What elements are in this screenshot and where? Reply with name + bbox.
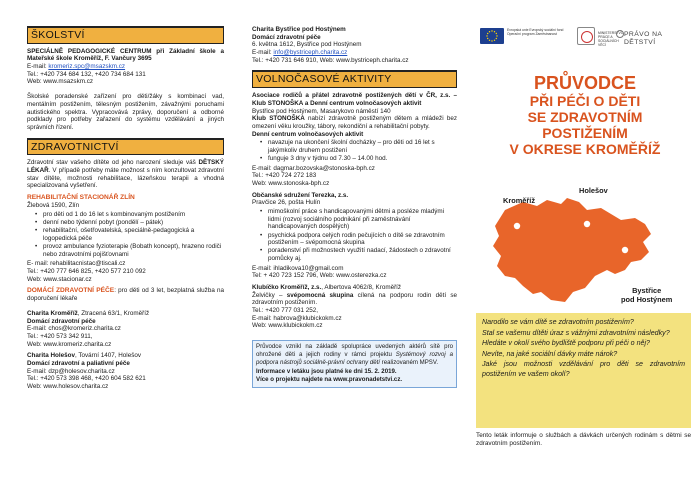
stacionar-web: Web: www.stacionar.cz [27,275,92,283]
charita-kromeriz-address: , Ztracená 63/1, Kroměříž [77,309,150,317]
domaci-description: : pro děti od 3 let, bezplatná služba na doporučení lékaře [27,287,224,303]
project-info-part2: realizovaném MPSV. [379,358,439,366]
terezka-tel: Tel: + 420 723 152 796, Web: www.osterezka.cz [252,272,387,280]
eu-flag-icon [480,28,504,44]
klubicko-desc-part2: cílená na podporu rodin dětí se zdravotním postižením. [252,291,457,307]
klubicko-web: Web: www.klubickokm.cz [252,322,323,330]
question-item: Narodilo se vám dítě se zdravotním postižením? [482,318,634,326]
charita-kromeriz-web: Web: www.kromeriz.charita.cz [27,340,112,348]
terezka-address: Pravčice 26, pošta Hulín [252,199,321,207]
map-label-bystrice [621,286,672,304]
map-label-kromeriz: Kroměříž [503,196,536,205]
map-label-holesov: Holešov [579,186,608,195]
charita-kromeriz [27,310,224,318]
charita-holesov-sub: Domácí zdravotní a paliativní péče [27,359,130,367]
charita-kromeriz-email: E-mail: chos@kromeriz.charita.cz [27,325,121,333]
stacionar-email: E- mail: rehabilitacnistac@tiscali.cz [27,260,126,268]
bystrice-address: 6. května 1612, Bystřice pod Hostýnem [252,41,362,49]
section-header-zdravotnictvi: ZDRAVOTNICTVÍ [27,138,224,156]
column-middle [232,0,465,495]
charita-holesov [27,352,224,360]
klubicko-name: Klubíčko Kroměříž, z.s. [252,284,322,292]
title-line-4: POSTIŽENÍM [542,125,628,142]
denni-centrum-list [252,139,457,163]
asociace-desc-text: nabízí zdravotně postiženým dětem a mládeži bez omezení věku kroužky, tábory, rekondiční a rehabilitační pobyty. [252,115,457,130]
leaflet-footer-text: Tento leták informuje o službách a dávkách určených rodinám s dětmi se zdravotním postižením. [476,432,691,448]
project-info-validity: Informace v letáku jsou platné ke dni 15. 2. 2019. [256,367,397,375]
zdrav-description [27,159,224,190]
project-info-box [252,340,457,388]
charita-kromeriz-name: Charita Kroměříž [27,309,78,317]
charita-holesov-web: Web: www.holesov.charita.cz [27,383,109,390]
list-item: • psychická podpora celých rodin pečujících o dítě se zdravotním postižením – svépomocná skupina [252,232,457,247]
mpsv-logo-text: MINISTERSTVO PRÁCE A SOCIÁLNÍCH VĚCÍ [598,31,624,48]
project-info-text [256,343,453,366]
klubicko-description [252,292,457,307]
section-header-volnocasove: VOLNOČASOVÉ AKTIVITY [252,70,457,88]
spc-email [27,63,224,71]
charita-holesov-tel: Tel.: +420 573 398 468, +420 604 582 621 [27,375,146,383]
pravo-na-detstvi-icon [616,30,624,38]
list-item: • navazuje na ukončení školní docházky – pro děti od 16 let s jakýmkoliv druhem postižení [252,139,457,154]
asociace-email: E-mail: dagmar.bozovska@stonoska-bph.cz [252,164,375,172]
list-item: • funguje 3 dny v týdnu od 7.30 – 14.00 hod. [252,155,457,163]
stacionar-list [27,211,224,259]
klubicko [252,284,457,292]
zdrav-desc-part2: . V případě potřeby máte možnost s ním konzultovat zdravotní stav dítěte, možnosti rehabilitace, lázeňskou terapii a vhodná specializovaná vyšetření. [27,166,224,190]
brochure-title [475,74,695,157]
question-item: Hledáte v okolí svého bydliště podporu při péči o něj? [482,339,650,348]
question-item: Jaké jsou možnosti vzdělávání pro děti se zdravotním postižením ve vašem okolí? [482,360,685,379]
eu-logo-text: Evropská unie Evropský sociální fond Operační program Zaměstnanost [507,28,564,36]
denni-centrum-heading: Denní centrum volnočasových aktivit [252,130,364,138]
map-label-bystrice-line1: Bystřice [632,286,662,295]
asociace-web: Web: www.stonoska-bph.cz [252,180,330,188]
project-info-more: Více o projektu najdete na www.pravonadetstvi.cz. [256,376,403,384]
bystrice-sub: Domácí zdravotní péče [252,33,321,41]
klubicko-email: E-mail: habrova@klubickokm.cz [252,314,342,322]
list-item: • pro děti od 1 do 16 let s kombinovaným postižením [27,211,224,219]
stacionar-tel: Tel.: +420 777 646 825, +420 577 210 092 [27,267,146,275]
spc-web: Web: www.msazskm.cz [27,78,94,86]
klubicko-address: , Albertova 4062/8, Kroměříž [321,284,402,292]
stacionar-heading: REHABILITAČNÍ STACIONÁŘ ZLÍN [27,194,135,201]
list-item: • rehabilitační, ošetřovatelská, speciálně-pedagogická a logopedická péče [27,227,224,242]
charita-holesov-name: Charita Holešov [27,352,75,360]
domaci-heading: DOMÁCÍ ZDRAVOTNÍ PÉČE [27,287,115,295]
section-header-skolstvi: ŠKOLSTVÍ [27,26,224,44]
question-item: Nevíte, na jaké sociální dávky máte nárok? [482,349,618,358]
asociace-description [252,115,457,130]
terezka-name: Občanské sdružení Terezka, z.s. [252,191,349,199]
charita-kromeriz-sub: Domácí zdravotní péče [27,317,96,325]
list-item: • denní nebo týdenní pobyt (pondělí – pátek) [27,219,224,227]
klubicko-desc-part1: Želvičky – [252,291,287,299]
klubicko-desc-bold: svépomocná skupina [286,291,354,299]
zdrav-desc-part1: Zdravotní stav vašeho dítěte od jeho narození sleduje váš [27,159,199,167]
bystrice-email [252,49,457,57]
map-label-bystrice-line2: pod Hostýnem [621,295,673,305]
project-info-italic: Systémový rozvoj a podpora nástrojů sociálně-právní ochrany dětí [256,350,453,366]
project-info-part1: Průvodce vznikl na základě spolupráce uvedených aktérů sítě pro ohrožené děti a jejich rodiny v rámci projektu [256,343,453,358]
bystrice-tel: Tel.: +420 731 646 910, Web: www.bystriceph.charita.cz [252,56,409,64]
bystrice-email-link[interactable]: info@bystriceph.charita.cz [273,49,348,57]
stacionar-address: Žlebová 1590, Zlín [27,202,80,210]
pravo-na-detstvi-logo: PRÁVO NA DĚTSTVÍ [624,31,662,47]
title-line-2: PŘI PÉČI O DĚTI [529,92,641,109]
list-item: • mimoškolní práce s handicapovanými dětmi a posléze mladými lidmi (rozvoj sociálního podnikání při zaměstnávání handicapovaných dospělých) [252,208,457,231]
klubicko-tel: Tel.: +420 777 031 252, [252,307,318,315]
asociace-address: Bystřice pod Hostýnem, Masarykovo náměstí 140 [252,107,391,115]
logo-bar [478,27,688,49]
domaci-pece [27,287,224,303]
list-item: • provoz ambulance fyzioterapie (Bobath koncept), hrazeno rodiči nebo zdravotními pojišťovnami [27,243,224,258]
charita-holesov-address: , Tovární 1407, Holešov [74,352,141,360]
asociace-name: Asociace rodičů a přátel zdravotně postižených dětí v ČR, z.s. – Klub STONOŠKA a Denní centrum volnočasových aktivit [252,92,457,107]
title-line-5: V OKRESE KROMĚŘÍŽ [509,141,661,158]
title-line-3: SE ZDRAVOTNÍM [527,108,643,125]
terezka-list [252,208,457,263]
title-line-1: PRŮVODCE [533,73,636,93]
spc-tel: Tel.: +420 734 684 132, +420 734 684 131 [27,70,146,78]
charita-kromeriz-tel: Tel.: +420 573 342 911, [27,332,93,340]
asociace-desc-bold: Klub STONOŠKA [252,115,305,123]
mpsv-logo-icon [577,27,595,45]
district-map [475,180,690,320]
asociace-tel: Tel.: +420 724 272 183 [252,172,317,180]
column-left [0,0,232,495]
spc-name: SPECIÁLNĚ PEDAGOGICKÉ CENTRUM při Základní škole a Mateřské škole Kroměříž, F. Vančury 3695 [27,47,224,63]
question-item: Stal se vašemu dítěti úraz s vážnými zdravotními následky? [482,328,670,337]
list-item: • poradenství při možnostech využití nadací, žádostech o zdravotní pomůcky aj. [252,247,457,262]
terezka-email: E-mail: ihladikova10@gmail.com [252,264,344,272]
spc-description: Školské poradenské zařízení pro děti/žáky s kombinací vad, mentálním postižením, tělesným postižením, závažnými poruchami autistického spektra. Vypracovává zprávy, doporučení a odborné podklady pro potřeby zařazení do systému vzdělávání a jiných správních řízení. [27,93,224,131]
questions-box [476,313,691,428]
charita-holesov-email: E-mail: dzp@holesov.charita.cz [27,367,115,375]
bystrice-email-label: E-mail: [252,49,274,57]
spc-email-label: E-mail: [27,63,49,71]
eu-stars-icon [480,28,504,44]
bystrice-name: Charita Bystřice pod Hostýnem [252,26,346,33]
zdrav-desc-bold: DĚTSKÝ LÉKAŘ [27,159,224,174]
spc-email-link[interactable]: kromeriz.spc@msazskm.cz [48,63,126,71]
